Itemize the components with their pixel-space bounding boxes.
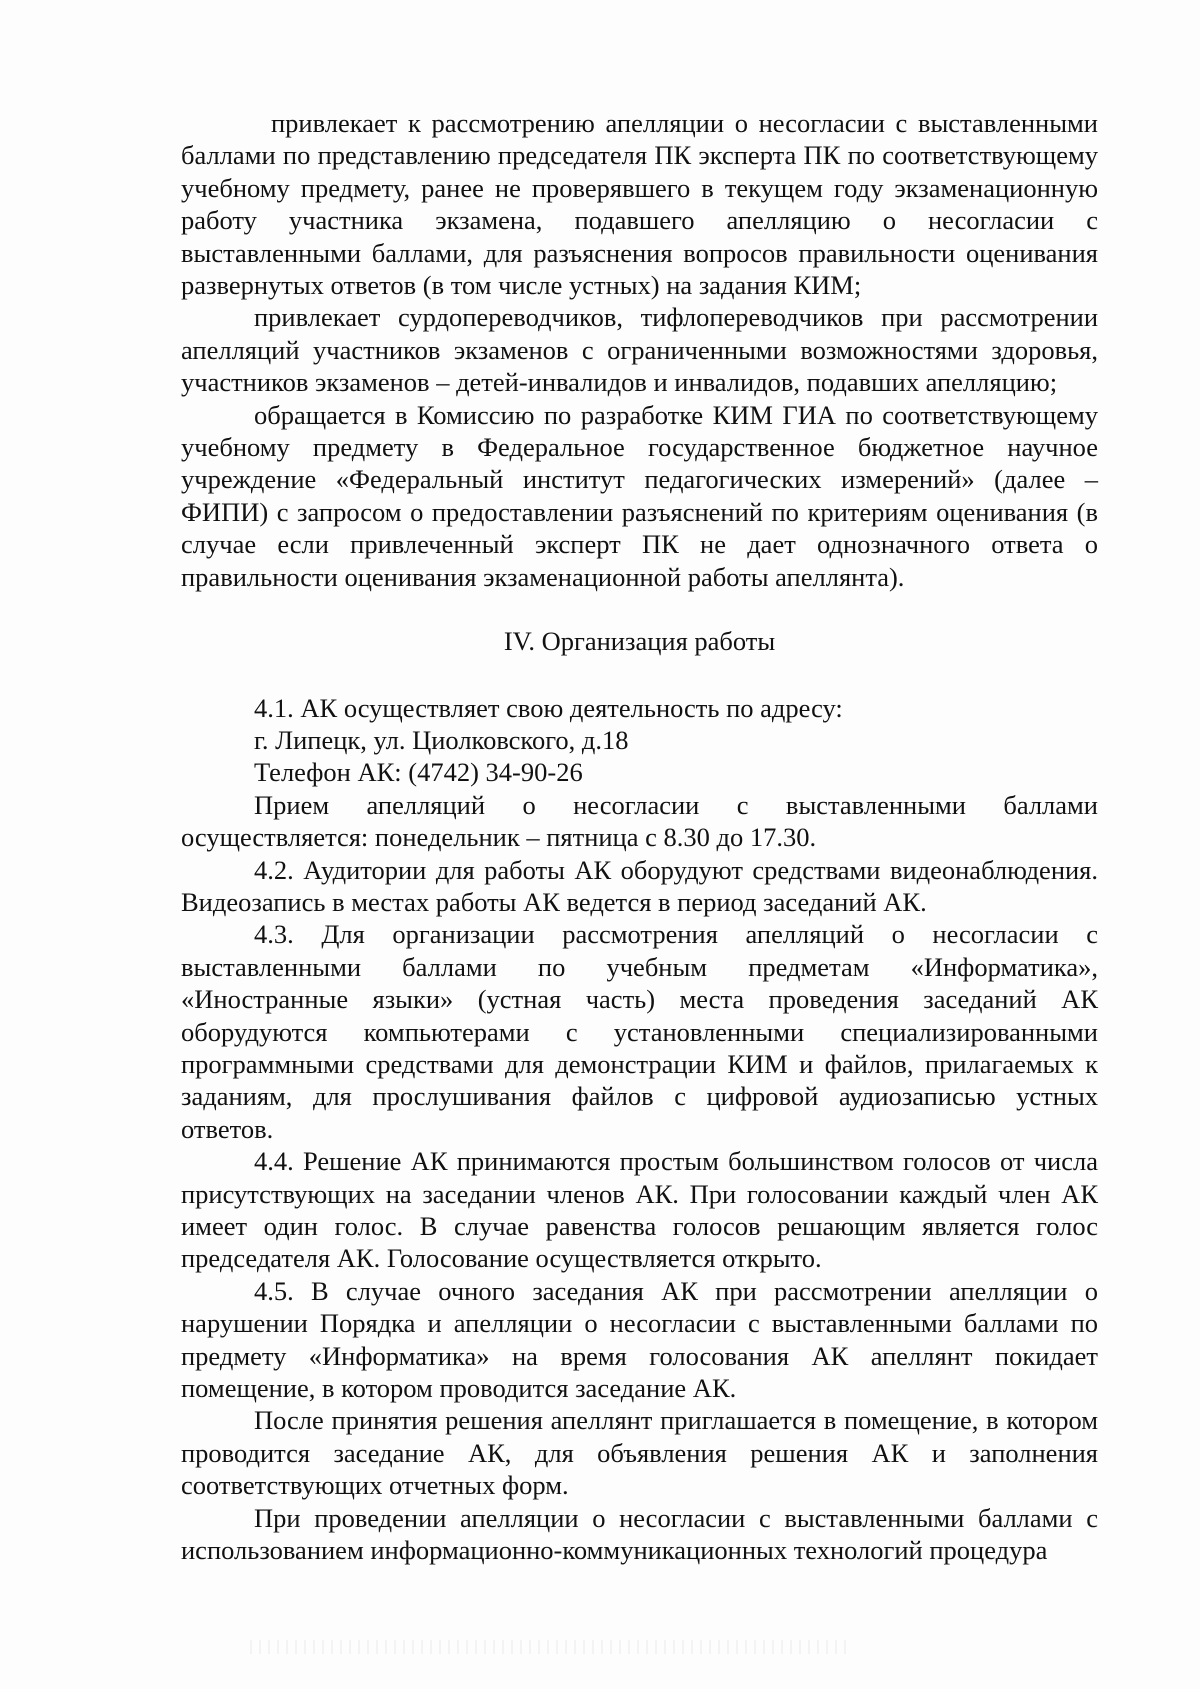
paragraph-4-5: 4.5. В случае очного заседания АК при рассмотрении апелляции о нарушении Порядка и апелляции о несогласии с выставленными баллами по предмету «Информатика» на время голосования АК апеллянт покидает помещение, в котором проводится заседание АК. [181,1275,1098,1404]
paragraph-fipi-request: обращается в Комиссию по разработке КИМ ГИА по соответствующему учебному предмету в Федеральное государственное бюджетное научное учреждение «Федеральный институт педагогических измерений» (далее – ФИПИ) с запросом о предоставлении разъяснений по критериям оценивания (в случае если привлеченный эксперт ПК не дает однозначного ответа о правильности оценивания экзаменационной работы апеллянта). [181,399,1098,592]
address-intro: 4.1. АК осуществляет свою деятельность по адресу: [254,692,843,723]
paragraph-interpreters: привлекает сурдопереводчиков, тифлопереводчиков при рассмотрении апелляций участников экзаменов с ограниченными возможностями здоровья, участников экзаменов – детей-инвалидов и инвалидов, подавших апелляцию; [181,302,1098,398]
paragraph-reception-hours: Прием апелляций о несогласии с выставленными баллами осуществляется: понедельник – пятница с 8.30 до 17.30. [181,789,1098,853]
paragraph-4-2: 4.2. Аудитории для работы АК оборудуют средствами видеонаблюдения. Видеозапись в местах работы АК ведется в период заседаний АК. [181,854,1098,917]
phone-line: Телефон АК: (4742) 34-90-26 [254,757,583,788]
scan-artifact [250,1640,850,1654]
paragraph-after-decision: После принятия решения апеллянт приглашается в помещение, в котором проводится заседание АК, для объявления решения АК и заполнения соответствующих отчетных форм. [181,1405,1098,1501]
section-heading: IV. Организация работы [503,626,776,657]
paragraph-4-3: 4.3. Для организации рассмотрения апелляций о несогласии с выставленными баллами по учебным предметам «Информатика», «Иностранные языки» (устная часть) места проведения заседаний АК оборудуются компьютерами с установленными специализированными программными средствами для демонстрации КИМ и файлов, прилагаемых к заданиям, для прослушивания файлов с цифровой аудиозаписью устных ответов. [181,919,1098,1144]
paragraph-expert-involvement: привлекает к рассмотрению апелляции о несогласии с выставленными баллами по представлению председателя ПК эксперта ПК по соответствующему учебному предмету, ранее не проверявшего в текущем году экзаменационную работу участника экзамена, подавшего апелляцию о несогласии с выставленными баллами, для разъяснения вопросов правильности оценивания развернутых ответов (в том числе устных) на задания КИМ; [181,108,1098,301]
paragraph-ict-procedure: При проведении апелляции о несогласии с выставленными баллами с использованием информационно-коммуникационных технологий процедура [181,1502,1098,1566]
address-line: г. Липецк, ул. Циолковского, д.18 [254,724,629,755]
document-body [181,107,1098,1566]
paragraph-4-4: 4.4. Решение АК принимаются простым большинством голосов от числа присутствующих на заседании членов АК. При голосовании каждый член АК имеет один голос. В случае равенства голосов решающим является голос председателя АК. Голосование осуществляется открыто. [181,1146,1098,1274]
